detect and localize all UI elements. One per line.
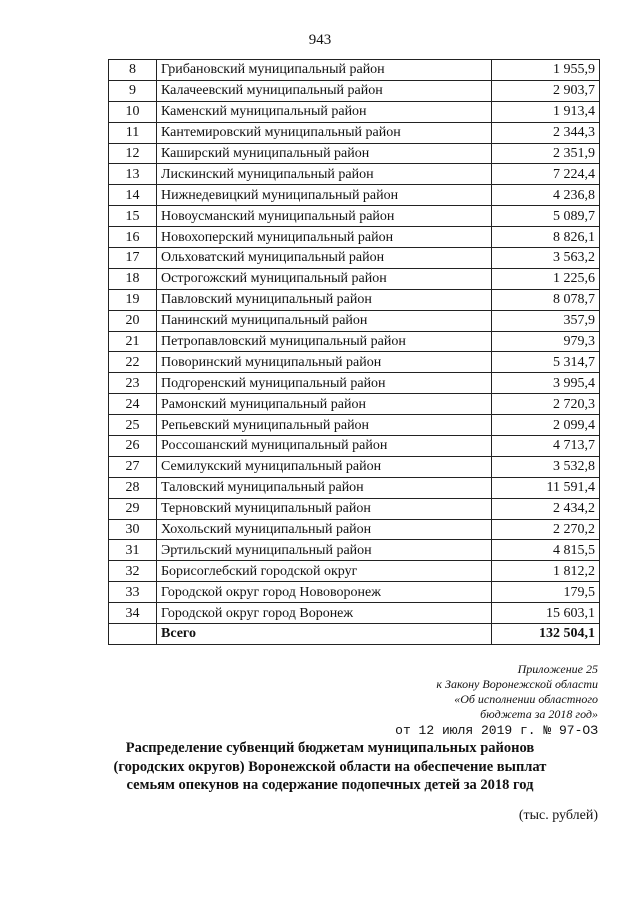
subvention-amount: 15 603,1 [492, 603, 600, 624]
row-number: 23 [109, 373, 157, 394]
table-row [109, 498, 600, 519]
row-number [109, 624, 157, 645]
subvention-amount: 2 099,4 [492, 415, 600, 436]
municipality-name: Грибановский муниципальный район [157, 60, 492, 81]
subvention-amount: 2 434,2 [492, 498, 600, 519]
table-row [109, 477, 600, 498]
subvention-amount: 2 270,2 [492, 519, 600, 540]
appendix-number: Приложение 25 [517, 662, 598, 676]
row-number: 18 [109, 268, 157, 289]
municipality-name: Павловский муниципальный район [157, 289, 492, 310]
table-row [109, 582, 600, 603]
subvention-amount: 2 720,3 [492, 394, 600, 415]
subvention-amount: 4 713,7 [492, 436, 600, 457]
subvention-amount: 4 236,8 [492, 185, 600, 206]
table-row [109, 331, 600, 352]
subvention-amount: 8 078,7 [492, 289, 600, 310]
row-number: 9 [109, 80, 157, 101]
table-row [109, 185, 600, 206]
table-row [109, 248, 600, 269]
subvention-amount: 1 225,6 [492, 268, 600, 289]
table-row [109, 60, 600, 81]
subvention-amount: 357,9 [492, 310, 600, 331]
subvention-amount: 2 344,3 [492, 122, 600, 143]
table-row [109, 101, 600, 122]
row-number: 32 [109, 561, 157, 582]
municipality-name: Таловский муниципальный район [157, 477, 492, 498]
subvention-amount: 5 314,7 [492, 352, 600, 373]
appendix-law-title-line-2: бюджета за 2018 год» [480, 707, 598, 721]
municipality-name: Семилукский муниципальный район [157, 456, 492, 477]
subvention-amount: 7 224,4 [492, 164, 600, 185]
subvention-amount: 1 812,2 [492, 561, 600, 582]
subvention-amount: 179,5 [492, 582, 600, 603]
subvention-amount: 11 591,4 [492, 477, 600, 498]
table-row [109, 164, 600, 185]
table-row [109, 227, 600, 248]
subvention-amount: 3 532,8 [492, 456, 600, 477]
row-number: 25 [109, 415, 157, 436]
municipality-name: Калачеевский муниципальный район [157, 80, 492, 101]
municipality-name: Терновский муниципальный район [157, 498, 492, 519]
table-row [109, 268, 600, 289]
municipality-name: Каменский муниципальный район [157, 101, 492, 122]
subvention-amount: 3 995,4 [492, 373, 600, 394]
municipality-name: Острогожский муниципальный район [157, 268, 492, 289]
municipality-name: Всего [157, 624, 492, 645]
row-number: 21 [109, 331, 157, 352]
appendix-date-stamp: от 12 июля 2019 г. № 97-ОЗ [395, 723, 598, 738]
table-row [109, 603, 600, 624]
municipality-name: Россошанский муниципальный район [157, 436, 492, 457]
municipality-name: Борисоглебский городской округ [157, 561, 492, 582]
municipality-name: Лискинский муниципальный район [157, 164, 492, 185]
row-number: 20 [109, 310, 157, 331]
municipality-name: Городской округ город Нововоронеж [157, 582, 492, 603]
subvention-amount: 979,3 [492, 331, 600, 352]
subvention-amount: 5 089,7 [492, 206, 600, 227]
table-row [109, 456, 600, 477]
total-row [109, 624, 600, 645]
units-note: (тыс. рублей) [518, 808, 598, 823]
row-number: 15 [109, 206, 157, 227]
municipality-name: Поворинский муниципальный район [157, 352, 492, 373]
table-row [109, 540, 600, 561]
subvention-amount: 3 563,2 [492, 248, 600, 269]
municipality-name: Каширский муниципальный район [157, 143, 492, 164]
subvention-amount: 8 826,1 [492, 227, 600, 248]
appendix-law-title-line-1: «Об исполнении областного [454, 692, 598, 706]
table-row [109, 206, 600, 227]
row-number: 8 [109, 60, 157, 81]
row-number: 30 [109, 519, 157, 540]
table-row [109, 436, 600, 457]
table-row [109, 519, 600, 540]
subvention-amount: 2 351,9 [492, 143, 600, 164]
table-row [109, 80, 600, 101]
subvention-amount: 132 504,1 [492, 624, 600, 645]
row-number: 10 [109, 101, 157, 122]
table-row [109, 143, 600, 164]
row-number: 14 [109, 185, 157, 206]
row-number: 33 [109, 582, 157, 603]
subvention-amount: 1 913,4 [492, 101, 600, 122]
document-title [80, 739, 580, 795]
municipality-name: Рамонский муниципальный район [157, 394, 492, 415]
subvention-amount: 1 955,9 [492, 60, 600, 81]
table-row [109, 394, 600, 415]
table-body [109, 60, 600, 645]
row-number: 12 [109, 143, 157, 164]
table-row [109, 122, 600, 143]
row-number: 26 [109, 436, 157, 457]
table-row [109, 289, 600, 310]
appendix-reference [358, 662, 598, 722]
table-row [109, 561, 600, 582]
municipality-name: Репьевский муниципальный район [157, 415, 492, 436]
municipality-name: Новоусманский муниципальный район [157, 206, 492, 227]
municipality-name: Панинский муниципальный район [157, 310, 492, 331]
municipality-name: Новохоперский муниципальный район [157, 227, 492, 248]
document-title-line-2: (городских округов) Воронежской области на обеспечение выплат [113, 758, 547, 775]
subvention-amount: 2 903,7 [492, 80, 600, 101]
municipality-name: Эртильский муниципальный район [157, 540, 492, 561]
row-number: 17 [109, 248, 157, 269]
municipality-name: Кантемировский муниципальный район [157, 122, 492, 143]
page-number: 943 [308, 32, 332, 48]
document-title-line-1: Распределение субвенций бюджетам муниципальных районов [125, 740, 535, 756]
row-number: 29 [109, 498, 157, 519]
row-number: 24 [109, 394, 157, 415]
municipality-name: Ольховатский муниципальный район [157, 248, 492, 269]
row-number: 34 [109, 603, 157, 624]
table-row [109, 415, 600, 436]
row-number: 16 [109, 227, 157, 248]
row-number: 28 [109, 477, 157, 498]
table-row [109, 352, 600, 373]
row-number: 13 [109, 164, 157, 185]
row-number: 31 [109, 540, 157, 561]
subvention-amount: 4 815,5 [492, 540, 600, 561]
row-number: 27 [109, 456, 157, 477]
municipality-name: Подгоренский муниципальный район [157, 373, 492, 394]
document-title-line-3: семьям опекунов на содержание подопечных детей за 2018 год [126, 777, 534, 793]
row-number: 19 [109, 289, 157, 310]
subvention-table [108, 59, 600, 645]
municipality-name: Хохольский муниципальный район [157, 519, 492, 540]
table-row [109, 373, 600, 394]
table-row [109, 310, 600, 331]
appendix-law-reference: к Закону Воронежской области [436, 677, 598, 691]
municipality-name: Петропавловский муниципальный район [157, 331, 492, 352]
row-number: 22 [109, 352, 157, 373]
municipality-name: Городской округ город Воронеж [157, 603, 492, 624]
row-number: 11 [109, 122, 157, 143]
municipality-name: Нижнедевицкий муниципальный район [157, 185, 492, 206]
